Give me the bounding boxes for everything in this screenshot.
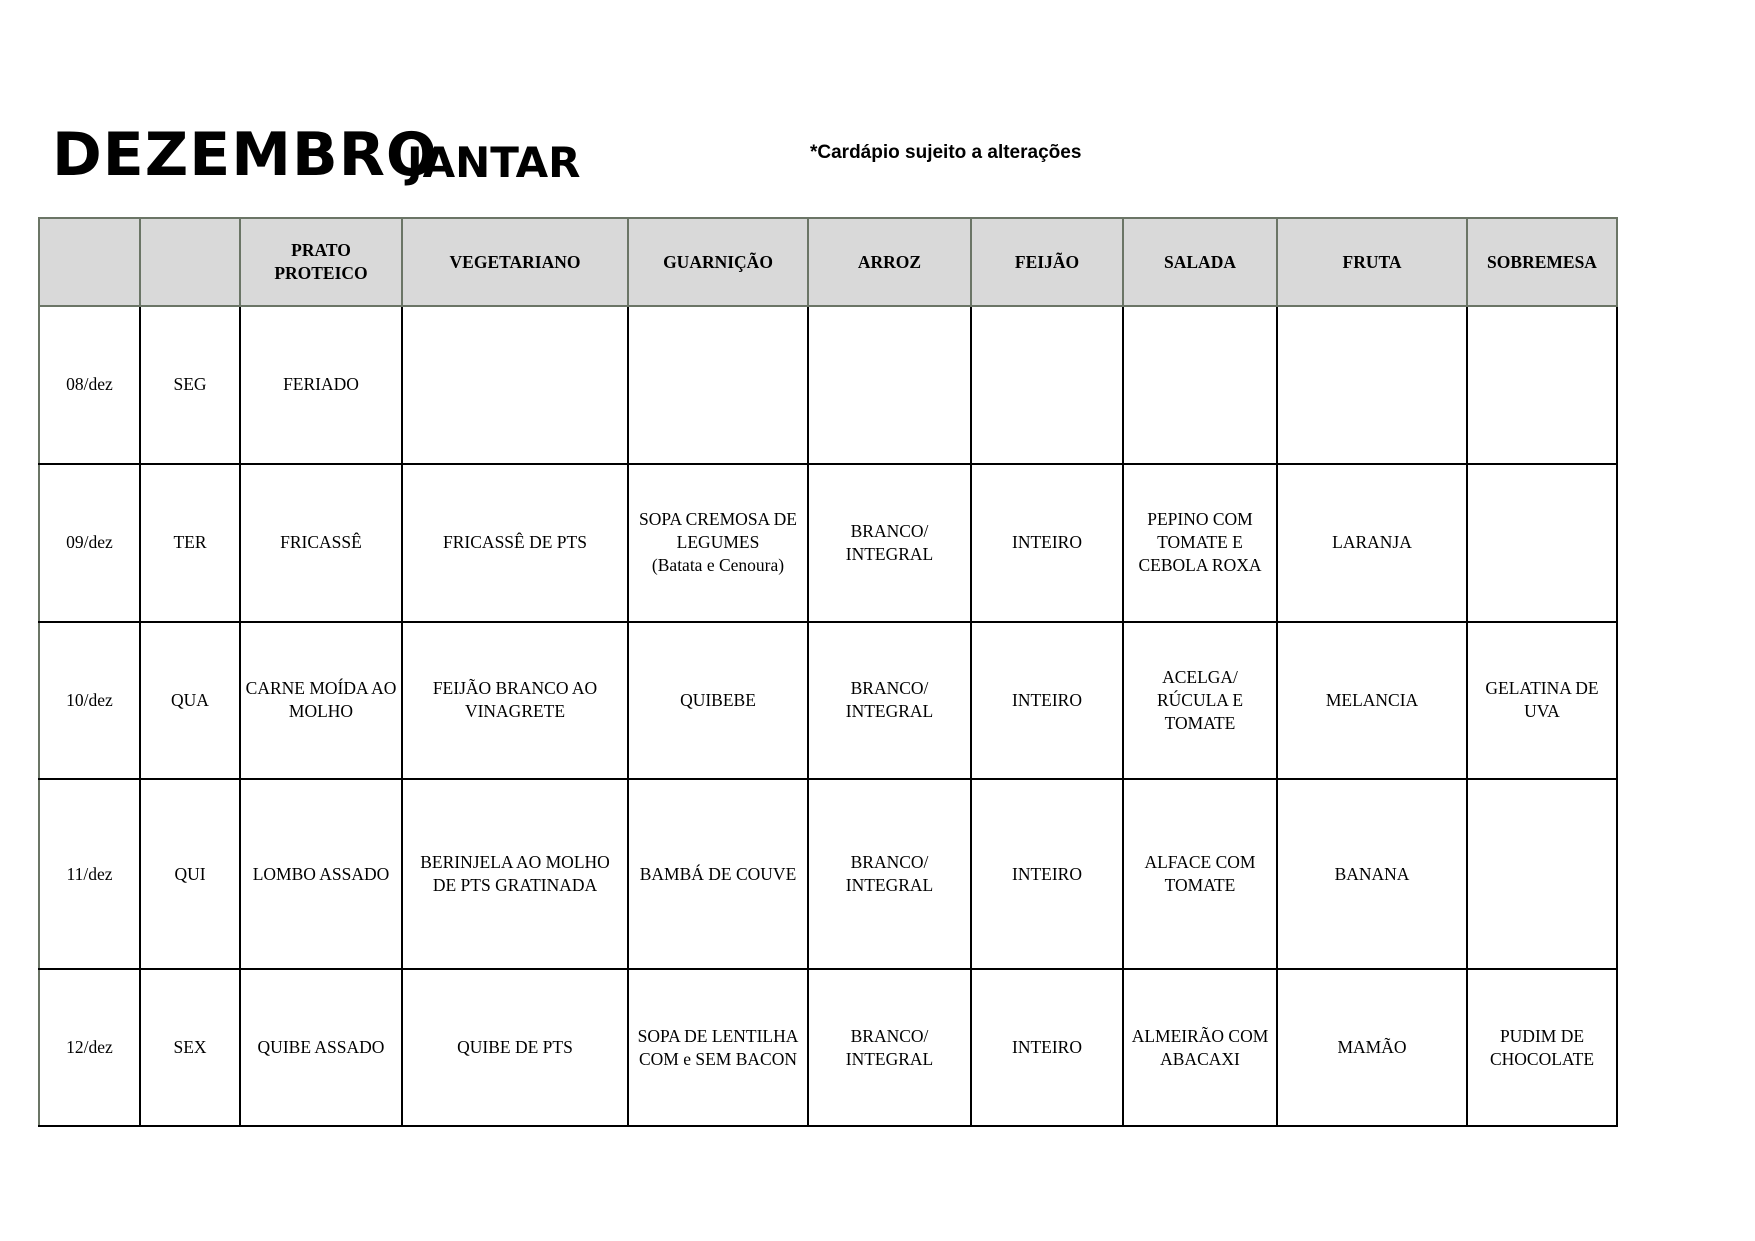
cell-date: 12/dez xyxy=(39,969,140,1126)
cell-arroz: BRANCO/ INTEGRAL xyxy=(808,622,971,779)
cell-prato-proteico: QUIBE ASSADO xyxy=(240,969,402,1126)
cell-guarnicao-main: SOPA CREMOSA DE LEGUMES xyxy=(639,509,797,553)
cell-guarnicao-main: QUIBEBE xyxy=(680,689,756,710)
cell-vegetariano xyxy=(402,306,628,464)
cell-guarnicao-main: SOPA DE LENTILHA COM e SEM BACON xyxy=(637,1025,799,1069)
cell-vegetariano: BERINJELA AO MOLHO DE PTS GRATINADA xyxy=(402,779,628,970)
header-salada: SALADA xyxy=(1123,218,1277,306)
cell-sobremesa: PUDIM DE CHOCOLATE xyxy=(1467,969,1617,1126)
cell-guarnicao-sub: (Batata e Cenoura) xyxy=(651,555,785,576)
table-row xyxy=(39,464,1617,623)
cell-feijao xyxy=(971,306,1123,464)
cell-salada: ACELGA/ RÚCULA E TOMATE xyxy=(1123,622,1277,779)
cell-vegetariano: FEIJÃO BRANCO AO VINAGRETE xyxy=(402,622,628,779)
cell-guarnicao xyxy=(628,464,808,623)
cell-feijao: INTEIRO xyxy=(971,622,1123,779)
cell-fruta: MAMÃO xyxy=(1277,969,1467,1126)
header-guarnicao: GUARNIÇÃO xyxy=(628,218,808,306)
table-row xyxy=(39,306,1617,464)
cell-date: 11/dez xyxy=(39,779,140,970)
cell-date: 10/dez xyxy=(39,622,140,779)
cell-guarnicao-main: BAMBÁ DE COUVE xyxy=(639,863,797,884)
header-arroz: ARROZ xyxy=(808,218,971,306)
cell-arroz: BRANCO/ INTEGRAL xyxy=(808,779,971,970)
cell-day: QUI xyxy=(140,779,240,970)
cell-day: TER xyxy=(140,464,240,623)
cell-sobremesa xyxy=(1467,779,1617,970)
cell-feijao: INTEIRO xyxy=(971,779,1123,970)
cell-prato-proteico: FRICASSÊ xyxy=(240,464,402,623)
header-vegetariano: VEGETARIANO xyxy=(402,218,628,306)
cell-arroz: BRANCO/ INTEGRAL xyxy=(808,969,971,1126)
cell-date: 08/dez xyxy=(39,306,140,464)
cell-day: SEX xyxy=(140,969,240,1126)
cell-sobremesa xyxy=(1467,306,1617,464)
table-row xyxy=(39,969,1617,1126)
cell-vegetariano: FRICASSÊ DE PTS xyxy=(402,464,628,623)
header-prato-proteico: PRATO PROTEICO xyxy=(240,218,402,306)
header-feijao: FEIJÃO xyxy=(971,218,1123,306)
table-row xyxy=(39,622,1617,779)
cell-guarnicao xyxy=(628,779,808,970)
cell-guarnicao xyxy=(628,969,808,1126)
table-row xyxy=(39,779,1617,970)
cell-salada xyxy=(1123,306,1277,464)
cell-feijao: INTEIRO xyxy=(971,969,1123,1126)
cell-vegetariano: QUIBE DE PTS xyxy=(402,969,628,1126)
header-date xyxy=(39,218,140,306)
cell-prato-proteico: FERIADO xyxy=(240,306,402,464)
header-sobremesa: SOBREMESA xyxy=(1467,218,1617,306)
header-fruta: FRUTA xyxy=(1277,218,1467,306)
table-header-row xyxy=(39,218,1617,306)
cell-prato-proteico: LOMBO ASSADO xyxy=(240,779,402,970)
cell-guarnicao xyxy=(628,306,808,464)
cell-arroz xyxy=(808,306,971,464)
cell-salada: ALMEIRÃO COM ABACAXI xyxy=(1123,969,1277,1126)
menu-change-note: *Cardápio sujeito a alterações xyxy=(810,142,1082,163)
page-title-meal: JANTAR xyxy=(407,138,581,187)
cell-guarnicao xyxy=(628,622,808,779)
cell-feijao: INTEIRO xyxy=(971,464,1123,623)
cell-arroz: BRANCO/ INTEGRAL xyxy=(808,464,971,623)
cell-day: SEG xyxy=(140,306,240,464)
menu-table xyxy=(38,217,1618,1127)
cell-sobremesa: GELATINA DE UVA xyxy=(1467,622,1617,779)
cell-date: 09/dez xyxy=(39,464,140,623)
cell-sobremesa xyxy=(1467,464,1617,623)
cell-day: QUA xyxy=(140,622,240,779)
cell-prato-proteico: CARNE MOÍDA AO MOLHO xyxy=(240,622,402,779)
cell-fruta: LARANJA xyxy=(1277,464,1467,623)
cell-fruta xyxy=(1277,306,1467,464)
cell-salada: ALFACE COM TOMATE xyxy=(1123,779,1277,970)
cell-fruta: MELANCIA xyxy=(1277,622,1467,779)
cell-fruta: BANANA xyxy=(1277,779,1467,970)
page-title-month: DEZEMBRO xyxy=(52,120,438,190)
header-day xyxy=(140,218,240,306)
cell-salada: PEPINO COM TOMATE E CEBOLA ROXA xyxy=(1123,464,1277,623)
